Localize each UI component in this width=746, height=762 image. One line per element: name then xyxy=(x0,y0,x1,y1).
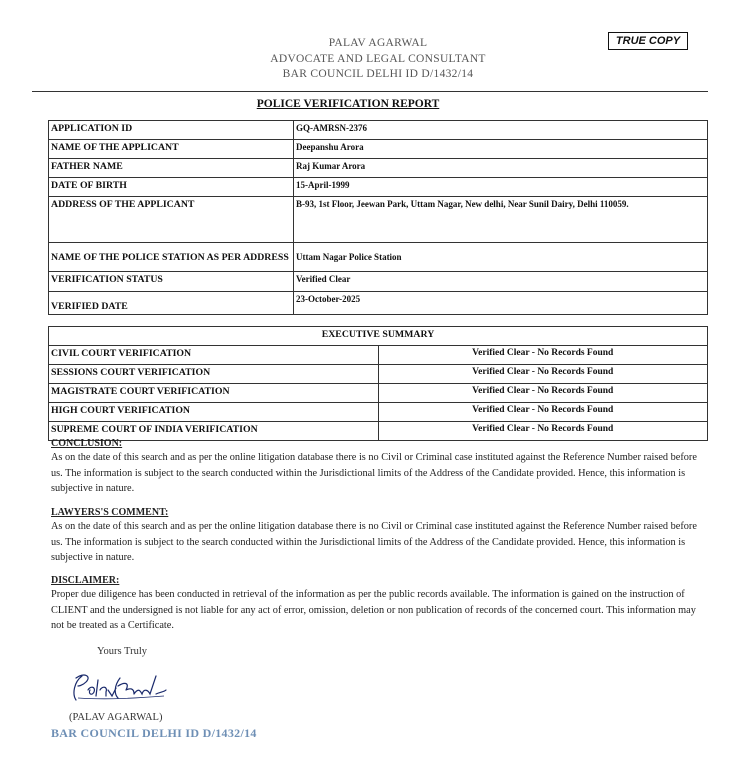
disclaimer-heading: DISCLAIMER: xyxy=(51,575,120,586)
table-row xyxy=(49,159,708,178)
detail-label: VERIFIED DATE xyxy=(49,292,294,315)
summary-label: HIGH COURT VERIFICATION xyxy=(49,403,379,422)
table-row xyxy=(49,384,708,403)
table-row xyxy=(49,140,708,159)
letterhead-name: PALAV AGARWAL xyxy=(328,37,428,49)
executive-summary-table xyxy=(48,326,708,441)
letterhead xyxy=(0,36,746,83)
summary-value: Verified Clear - No Records Found xyxy=(378,422,708,441)
summary-value: Verified Clear - No Records Found xyxy=(378,384,708,403)
summary-label: MAGISTRATE COURT VERIFICATION xyxy=(49,384,379,403)
detail-value: GQ-AMRSN-2376 xyxy=(294,121,708,140)
lawyers-comment-text: As on the date of this search and as per the online litigation database there is no Civil or Criminal case instituted against the Reference Number raised before us. The information is subject to the search conducted within the Jurisdictional limits of the Address of the Candidate provided. Hence, this information is subjective in nature. xyxy=(51,521,697,563)
detail-label: ADDRESS OF THE APPLICANT xyxy=(49,197,294,243)
table-row xyxy=(49,178,708,197)
summary-heading: EXECUTIVE SUMMARY xyxy=(49,327,708,346)
table-row xyxy=(49,365,708,384)
table-row xyxy=(49,272,708,292)
table-row xyxy=(49,346,708,365)
summary-label: SUPREME COURT OF INDIA VERIFICATION xyxy=(49,422,379,441)
report-title: POLICE VERIFICATION REPORT xyxy=(256,98,440,110)
lawyers-comment-heading: LAWYERS'S COMMENT: xyxy=(51,507,169,518)
detail-value: Verified Clear xyxy=(294,272,708,292)
detail-value: 23-October-2025 xyxy=(294,292,708,315)
letterhead-bar-id: BAR COUNCIL DELHI ID D/1432/14 xyxy=(282,68,474,80)
detail-value: B-93, 1st Floor, Jeewan Park, Uttam Nagar, New delhi, Near Sunil Dairy, Delhi 110059. xyxy=(294,197,708,243)
detail-value: Uttam Nagar Police Station xyxy=(294,243,708,272)
table-row xyxy=(49,243,708,272)
detail-value: 15-April-1999 xyxy=(294,178,708,197)
detail-label: DATE OF BIRTH xyxy=(49,178,294,197)
detail-label: NAME OF THE POLICE STATION AS PER ADDRESS xyxy=(49,243,294,272)
true-copy-stamp: TRUE COPY xyxy=(608,32,688,50)
disclaimer-section xyxy=(51,574,703,634)
summary-value: Verified Clear - No Records Found xyxy=(378,403,708,422)
signature-image xyxy=(68,668,168,706)
summary-value: Verified Clear - No Records Found xyxy=(378,346,708,365)
detail-label: NAME OF THE APPLICANT xyxy=(49,140,294,159)
signatory-bar-id: BAR COUNCIL DELHI ID D/1432/14 xyxy=(51,726,257,740)
header-divider xyxy=(32,91,708,92)
detail-label: FATHER NAME xyxy=(49,159,294,178)
detail-value: Raj Kumar Arora xyxy=(294,159,708,178)
detail-value: Deepanshu Arora xyxy=(294,140,708,159)
table-row xyxy=(49,292,708,315)
conclusion-text: As on the date of this search and as per the online litigation database there is no Civil or Criminal case instituted against the Reference Number raised before us. The information is subject to the search conducted within the Jurisdictional limits of the Address of the Candidate provided. Hence, this information is subjective in nature. xyxy=(51,452,697,494)
signatory-name: (PALAV AGARWAL) xyxy=(69,712,163,723)
table-row xyxy=(49,403,708,422)
table-row xyxy=(49,327,708,346)
summary-label: CIVIL COURT VERIFICATION xyxy=(49,346,379,365)
lawyers-comment-section xyxy=(51,506,703,566)
applicant-details-table xyxy=(48,120,708,315)
table-row xyxy=(49,121,708,140)
conclusion-section xyxy=(51,437,703,497)
disclaimer-text: Proper due diligence has been conducted in retrieval of the information as per the public records available. The information is gained on the instruction of CLIENT and the undersigned is not liable for any act of error, omission, deletion or non publication of records of the concerned court. This information may not be treated as a Certificate. xyxy=(51,589,696,631)
detail-label: VERIFICATION STATUS xyxy=(49,272,294,292)
letterhead-title: ADVOCATE AND LEGAL CONSULTANT xyxy=(270,52,486,65)
summary-value: Verified Clear - No Records Found xyxy=(378,365,708,384)
detail-label: APPLICATION ID xyxy=(49,121,294,140)
closing-salutation: Yours Truly xyxy=(97,646,148,657)
table-row xyxy=(49,197,708,243)
summary-label: SESSIONS COURT VERIFICATION xyxy=(49,365,379,384)
conclusion-heading: CONCLUSION: xyxy=(51,438,123,449)
